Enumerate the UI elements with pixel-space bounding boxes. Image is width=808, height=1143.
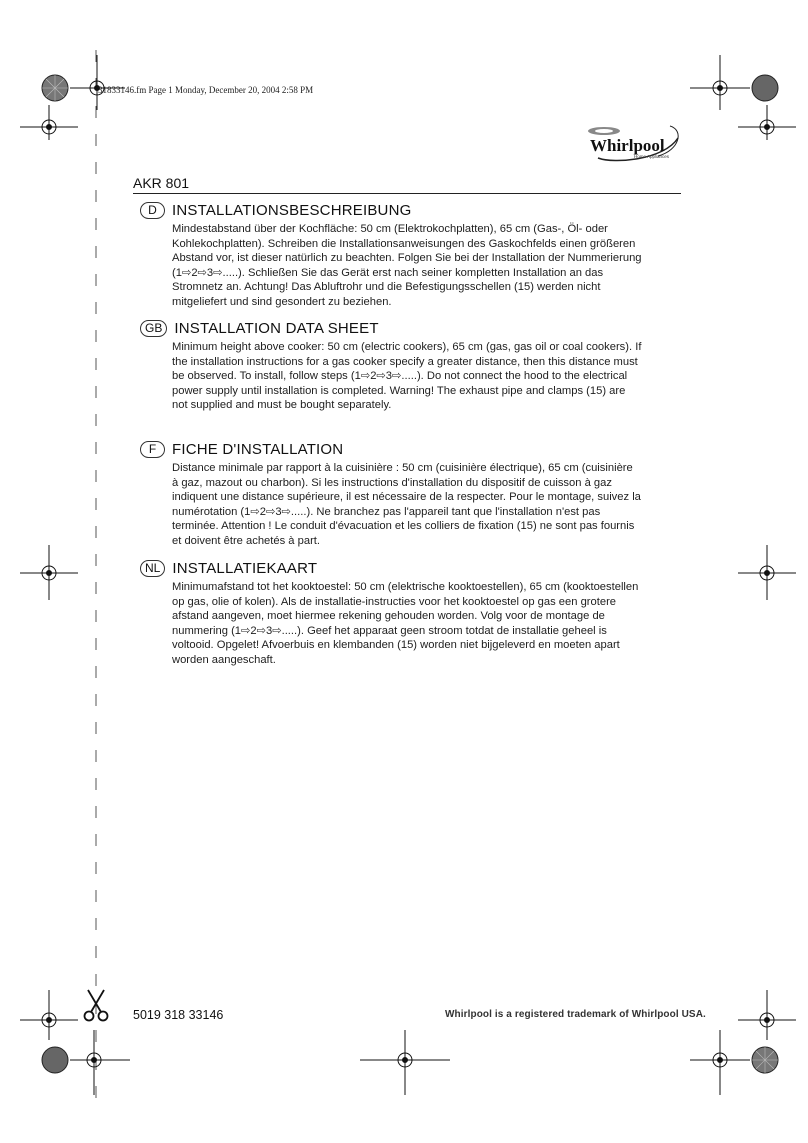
registration-disc-top-right bbox=[752, 75, 778, 101]
model-label: AKR 801 bbox=[133, 175, 190, 191]
crosshair-bottom-left bbox=[70, 1030, 130, 1095]
section-nl bbox=[140, 558, 640, 667]
logo-brand: Whirlpool bbox=[590, 136, 665, 155]
bottom-crop-marks bbox=[0, 980, 808, 1143]
section-title: INSTALLATIONSBESCHREIBUNG bbox=[172, 201, 412, 219]
crosshair-left-lower bbox=[20, 990, 78, 1040]
scissors-icon bbox=[82, 988, 110, 1024]
section-title: INSTALLATIEKAART bbox=[172, 559, 318, 577]
section-title: INSTALLATION DATA SHEET bbox=[174, 319, 379, 337]
logo-tagline: Home Appliances bbox=[634, 154, 670, 159]
section-fr bbox=[140, 439, 640, 548]
registration-disc-bottom-left bbox=[42, 1047, 68, 1073]
registration-disc-bottom-right bbox=[752, 1047, 778, 1073]
language-badge: F bbox=[140, 441, 165, 458]
crosshair-bottom-center bbox=[360, 1030, 450, 1095]
language-badge: NL bbox=[140, 560, 165, 577]
section-gb bbox=[140, 318, 640, 413]
crosshair-top-right bbox=[690, 55, 750, 110]
crosshair-bottom-right bbox=[690, 1030, 750, 1095]
section-body: Minimum height above cooker: 50 cm (electric cookers), 65 cm (gas, gas oil or coal cookers). If the installation instructions for a gas cooker specify a greater distance, then this distance must be observed. To install, follow steps (1⇨2⇨3⇨.....). Do not connect the hood to the electrical power supply until installation is completed. Warning! The exhaust pipe and clamps (15) are not supplied and must be bought separately. bbox=[172, 341, 642, 411]
registration-disc-top-left bbox=[42, 75, 68, 101]
section-title: FICHE D'INSTALLATION bbox=[172, 440, 344, 458]
top-crop-marks bbox=[0, 0, 808, 140]
crosshair-left-upper bbox=[20, 105, 78, 140]
crosshair-left-mid bbox=[20, 545, 78, 600]
header-rule bbox=[133, 193, 681, 194]
whirlpool-logo bbox=[584, 120, 682, 164]
language-badge: D bbox=[140, 202, 165, 219]
section-body: Minimumafstand tot het kooktoestel: 50 cm (elektrische kooktoestellen), 65 cm (kooktoestellen op gas, olie of kolen). Als de installatie-instructies voor het kooktoestel op gas een grotere afstand aangeven, moet hiermee rekening gehouden worden. Volg voor de montage de nummering (1⇨2⇨3⇨.....). Geef het apparaat geen stroom totdat de installatie geheel is voltooid. Opgelet! Afvoerbuis en klembanden (15) worden niet bijgeleverd en moeten apart worden aangeschaft. bbox=[172, 581, 639, 666]
crosshair-right-upper bbox=[738, 105, 796, 140]
part-number: 5019 318 33146 bbox=[133, 1008, 224, 1022]
trademark-notice: Whirlpool is a registered trademark of Whirlpool USA. bbox=[445, 1009, 706, 1020]
crosshair-right-lower bbox=[738, 990, 796, 1040]
section-body: Distance minimale par rapport à la cuisinière : 50 cm (cuisinière électrique), 65 cm (cuisinière à gaz, mazout ou charbon). Si les instructions d'installation du dispositif de cuisson à gaz indiquent une distance supérieure, il est nécessaire de la respecter. Pour le montage, suivez la numérotation (1⇨2⇨3⇨.....). Ne branchez pas l'appareil tant que l'installation n'est pas terminée. Attention ! Le conduit d'évacuation et les colliers de fixation (15) ne sont pas fournis et doivent être achetés à part. bbox=[172, 462, 641, 547]
print-info: 31833146.fm Page 1 Monday, December 20, 2004 2:58 PM bbox=[98, 85, 314, 95]
language-badge: GB bbox=[140, 320, 167, 337]
section-body: Mindestabstand über der Kochfläche: 50 cm (Elektrokochplatten), 65 cm (Gas-, Öl- oder Kohlekochplatten). Schreiben die Installationsanweisungen des Gaskochfelds einen größeren Abstand vor, ist dieser natürlich zu beachten. Folgen Sie bei der Installation der Nummerierung (1⇨2⇨3⇨.....). Schließen Sie das Gerät erst nach seiner kompletten Installation an das Stromnetz an. Achtung! Das Abluftrohr und die Befestigungsschellen (15) werden nicht mitgeliefert und sind gesondert zu beziehen. bbox=[172, 223, 642, 308]
crosshair-top-left bbox=[70, 55, 125, 110]
crosshair-right-mid bbox=[738, 545, 796, 600]
section-de bbox=[140, 200, 640, 309]
